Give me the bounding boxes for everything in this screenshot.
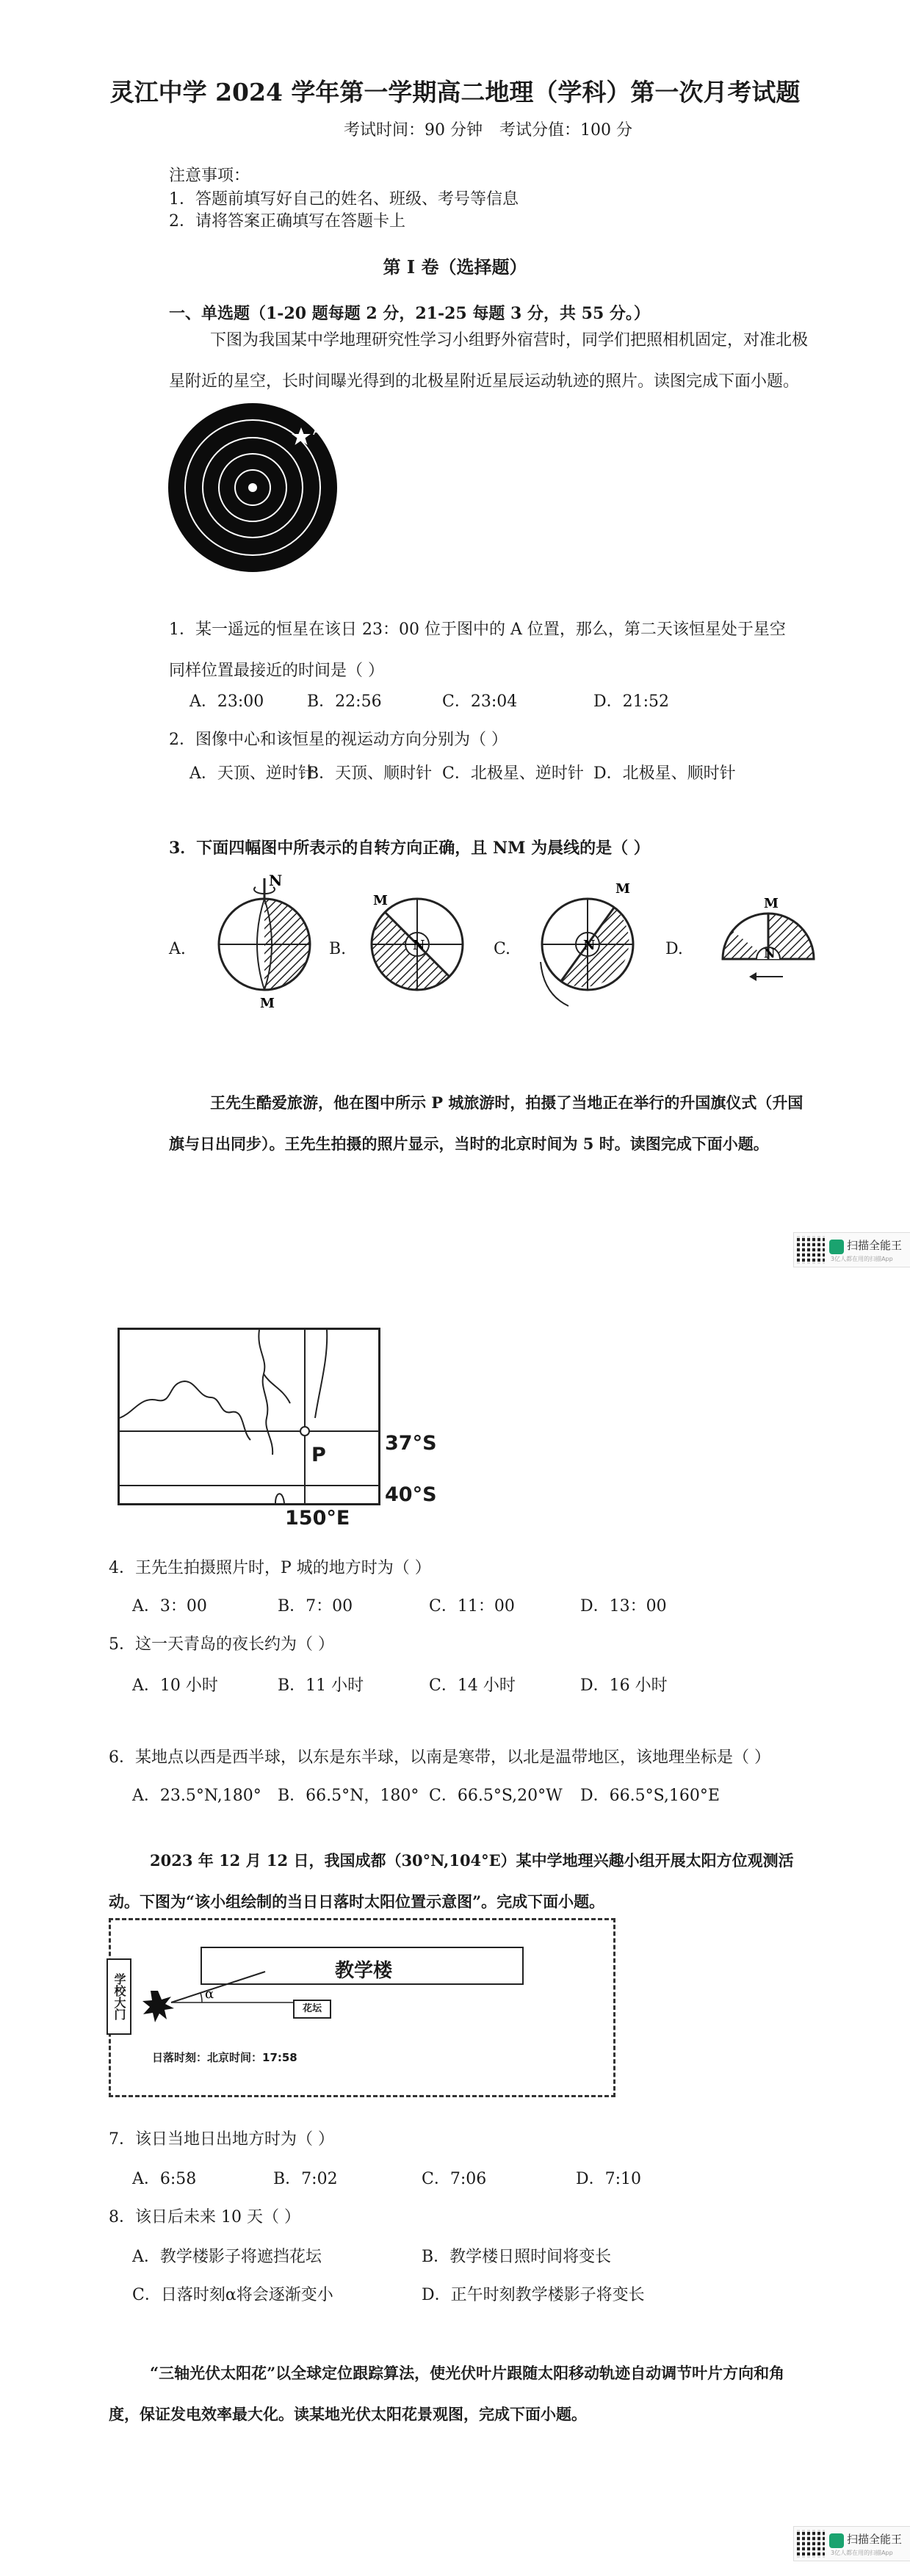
q8-option-c[interactable]: C．日落时刻α将会逐渐变小 (132, 2286, 333, 2304)
school-gate-label: 学校大门 (106, 1958, 131, 2035)
exam-score: 考试分值：100 分 (499, 121, 632, 140)
q2-option-b[interactable]: B．天顶、顺时针 (307, 764, 433, 783)
q1-option-d[interactable]: D．21:52 (593, 692, 670, 711)
passage-2: 王先生酷爱旅游，他在图中所示 P 城旅游时，拍摄了当地正在举行的升国旗仪式（升国旗与日出同步）。王先生拍摄的照片显示，当时的北京时间为 5 时。读图完成下面小题。 (169, 1093, 804, 1153)
section-heading: 一、单选题（1-20 题每题 2 分，21-25 每题 3 分，共 55 分。） (169, 304, 650, 323)
q5-stem: 5．这一天青岛的夜长约为（ ） (109, 1635, 334, 1654)
q3-figure-a (197, 871, 329, 1018)
q3-figure-c (514, 871, 646, 1018)
q2-option-d[interactable]: D．北极星、顺时针 (593, 764, 736, 783)
q7-stem: 7．该日当地日出地方时为（ ） (109, 2130, 334, 2149)
qr-code-icon (797, 2530, 825, 2558)
q3-option-d[interactable]: D. (665, 940, 683, 958)
q8-option-d[interactable]: D．正午时刻教学楼影子将变长 (422, 2286, 645, 2304)
q1-stem: 1．某一遥远的恒星在该日 23：00 位于图中的 A 位置，那么，第二天该恒星处于星空同样位置最接近的时间是（ ） (169, 621, 786, 680)
flower-bed-box: 花坛 (293, 2000, 331, 2019)
scanner-logo-icon (829, 1240, 844, 1254)
fig-a-m-label: M (260, 996, 275, 1011)
fig-b-m-label: M (373, 893, 388, 908)
exam-time: 考试时间：90 分钟 (344, 121, 483, 140)
map-figure (118, 1328, 380, 1505)
q8-stem: 8．该日后未来 10 天（ ） (109, 2208, 300, 2226)
page-title: 灵江中学 2024 学年第一学期高二地理（学科）第一次月考试题 (109, 78, 801, 106)
stamp-name: 扫描全能王 (847, 2533, 903, 2546)
q6-option-a[interactable]: A．23.5°N,180° (132, 1787, 261, 1805)
q5-option-c[interactable]: C．14 小时 (429, 1676, 516, 1695)
q3-stem: 3．下面四幅图中所表示的自转方向正确，且 NM 为晨线的是（ ） (169, 839, 650, 858)
fig-b-n-label: N (413, 938, 425, 953)
q3-option-c[interactable]: C. (494, 940, 511, 958)
qr-code-icon (797, 1236, 825, 1264)
notes-item-1: 1．答题前填写好自己的姓名、班级、考号等信息 (169, 190, 519, 209)
sunset-diagram (109, 1918, 615, 2097)
q6-option-b[interactable]: B．66.5°N，180° (278, 1787, 419, 1805)
q8-option-b[interactable]: B．教学楼日照时间将变长 (422, 2248, 612, 2266)
q7-option-a[interactable]: A．6:58 (132, 2170, 197, 2188)
angle-alpha: α (205, 1986, 214, 2002)
q5-option-d[interactable]: D．16 小时 (580, 1676, 668, 1695)
passage-3: 2023 年 12 月 12 日，我国成都（30°N,104°E）某中学地理兴趣小组开展太阳方位观测活动。下图为“该小组绘制的当日日落时太阳位置示意图”。完成下面小题。 (109, 1851, 794, 1911)
star-a-label: A (313, 424, 321, 438)
q6-option-c[interactable]: C．66.5°S,20°W (429, 1787, 563, 1805)
q5-option-a[interactable]: A．10 小时 (132, 1676, 218, 1695)
map-point-p: P (311, 1444, 326, 1466)
q2-option-c[interactable]: C．北极星、逆时针 (442, 764, 584, 783)
q1-option-a[interactable]: A．23:00 (189, 692, 264, 711)
notes-heading: 注意事项： (169, 167, 250, 185)
sun-icon (142, 1991, 174, 2022)
q4-option-c[interactable]: C．11：00 (429, 1597, 515, 1616)
fig-d-n-label: N (764, 947, 776, 961)
q3-figure-b (351, 878, 483, 1010)
scanner-stamp (793, 1232, 910, 1267)
polaris-dot (248, 483, 257, 492)
scanner-stamp (793, 2526, 910, 2561)
map-lon-150e: 150°E (285, 1507, 350, 1530)
fig-c-m-label: M (615, 881, 630, 897)
notes-item-2: 2．请将答案正确填写在答题卡上 (169, 212, 405, 231)
passage-1: 下图为我国某中学地理研究性学习小组野外宿营时，同学们把照相机固定，对准北极星附近的星空，长时间曝光得到的北极星附近星辰运动轨迹的照片。读图完成下面小题。 (169, 331, 809, 391)
q2-option-a[interactable]: A．天顶、逆时针 (189, 764, 314, 783)
map-lat-37s: 37°S (385, 1432, 437, 1455)
q3-option-b[interactable]: B. (329, 940, 347, 958)
sunset-time: 日落时刻：北京时间：17:58 (152, 2051, 297, 2064)
q2-stem: 2．图像中心和该恒星的视运动方向分别为（ ） (169, 731, 508, 749)
stamp-sub: 3亿人都在用的扫描App (831, 1256, 893, 1262)
q4-option-d[interactable]: D．13：00 (580, 1597, 667, 1616)
q5-option-b[interactable]: B．11 小时 (278, 1676, 364, 1695)
fig-a-n-label: N (269, 872, 283, 889)
q7-option-c[interactable]: C．7:06 (422, 2170, 487, 2188)
q4-option-b[interactable]: B．7：00 (278, 1597, 353, 1616)
fig-c-n-label: N (583, 938, 596, 953)
q7-option-d[interactable]: D．7:10 (576, 2170, 642, 2188)
stamp-sub: 3亿人都在用的扫描App (831, 2550, 893, 2556)
q3-option-a[interactable]: A. (169, 940, 186, 958)
q1-option-b[interactable]: B．22:56 (307, 692, 382, 711)
q6-option-d[interactable]: D．66.5°S,160°E (580, 1787, 720, 1805)
q8-option-a[interactable]: A．教学楼影子将遮挡花坛 (132, 2248, 322, 2266)
q1-option-c[interactable]: C．23:04 (442, 692, 518, 711)
building-label: 教学楼 (334, 1960, 392, 1982)
volume-title: 第 I 卷（选择题） (383, 256, 527, 278)
fig-d-m-label: M (764, 896, 779, 911)
passage-4: “三轴光伏太阳花”以全球定位跟踪算法，使光伏叶片跟随太阳移动轨迹自动调节叶片方向和角度，保证发电效率最大化。读某地光伏太阳花景观图，完成下面小题。 (109, 2364, 785, 2423)
q4-option-a[interactable]: A．3：00 (132, 1597, 207, 1616)
stamp-name: 扫描全能王 (847, 1239, 903, 1252)
q7-option-b[interactable]: B．7:02 (273, 2170, 338, 2188)
star-trail-figure (167, 402, 338, 573)
q6-stem: 6．某地点以西是西半球，以东是东半球，以南是寒带，以北是温带地区，该地理坐标是（ ） (109, 1748, 770, 1767)
q4-stem: 4．王先生拍摄照片时，P 城的地方时为（ ） (109, 1559, 431, 1577)
map-lat-40s: 40°S (385, 1483, 437, 1506)
q3-figure-d (687, 886, 820, 996)
scanner-logo-icon (829, 2533, 844, 2548)
